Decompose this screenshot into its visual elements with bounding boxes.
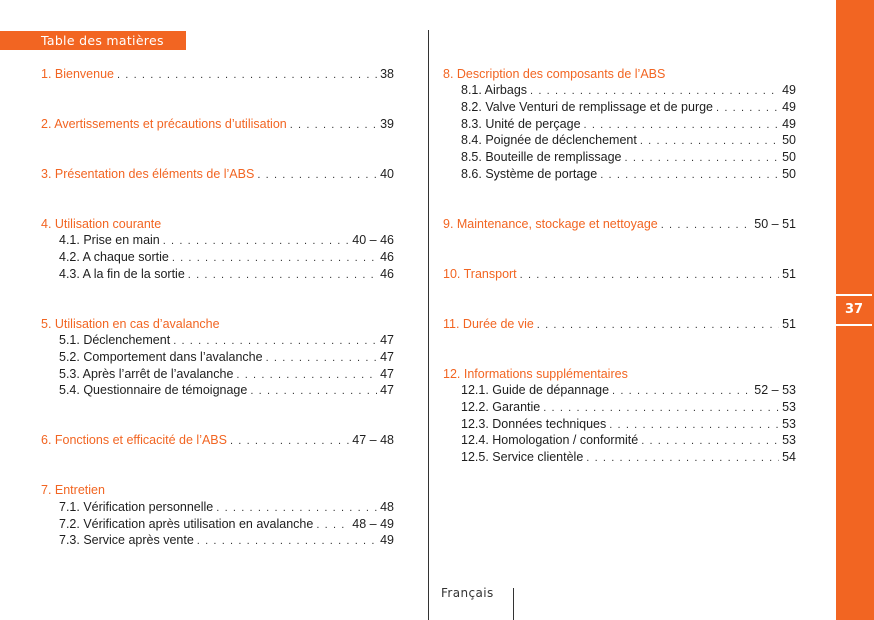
toc-entry[interactable]: 8.5. Bouteille de remplissage . . . 50 [461,149,796,166]
toc-entry[interactable]: 8.3. Unité de perçage . . . 49 [461,116,796,133]
toc-heading[interactable]: 4. Utilisation courante [41,217,162,231]
toc-heading[interactable]: 5. Utilisation en cas d’avalanche [41,317,220,331]
toc-entry[interactable]: 5.4. Questionnaire de témoignage . . . 47 [59,382,394,399]
toc-entry[interactable]: 8.6. Système de portage . . . 50 [461,166,796,183]
toc-heading[interactable]: 7. Entretien [41,483,105,497]
toc-entry[interactable]: 4.1. Prise en main . . . 40 – 46 [59,232,394,249]
toc-entry[interactable]: 1. Bienvenue . . . 38 [41,66,394,83]
toc-entry[interactable]: 9. Maintenance, stockage et nettoyage . . . 50 – 51 [443,216,796,233]
language-label: Français [441,586,494,600]
toc-entry[interactable]: 11. Durée de vie . . . 51 [443,316,796,333]
toc-entry[interactable]: 5.2. Comportement dans l’avalanche . . . 47 [59,349,394,366]
toc-entry[interactable]: 10. Transport . . . 51 [443,266,796,283]
footer-divider [513,588,514,620]
toc-entry[interactable]: 12.2. Garantie . . . 53 [461,399,796,416]
toc-entry[interactable]: 5.3. Après l’arrêt de l’avalanche . . . 47 [59,366,394,383]
column-divider [428,30,429,620]
toc-heading[interactable]: 8. Description des composants de l’ABS [443,67,666,81]
toc-entry[interactable]: 7.2. Vérification après utilisation en avalanche . . . 48 – 49 [59,516,394,533]
toc-entry[interactable]: 12.5. Service clientèle . . . 54 [461,449,796,466]
section-title: Table des matières [0,31,186,50]
toc-entry[interactable]: 3. Présentation des éléments de l’ABS . . . 40 [41,166,394,183]
toc-entry[interactable]: 4.3. A la fin de la sortie . . . 46 [59,266,394,283]
toc-entry[interactable]: 12.4. Homologation / conformité . . . 53 [461,432,796,449]
toc-entry[interactable]: 2. Avertissements et précautions d’utilisation . . . 39 [41,116,394,133]
toc-entry[interactable]: 6. Fonctions et efficacité de l’ABS . . . 47 – 48 [41,432,394,449]
page-number: 37 [836,294,872,326]
toc-entry[interactable]: 8.1. Airbags . . . 49 [461,82,796,99]
toc-entry[interactable]: 7.1. Vérification personnelle . . . 48 [59,499,394,516]
toc-heading[interactable]: 12. Informations supplémentaires [443,367,628,381]
toc-entry[interactable]: 5.1. Déclenchement . . . 47 [59,332,394,349]
toc-entry[interactable]: 4.2. A chaque sortie . . . 46 [59,249,394,266]
toc-entry[interactable]: 12.1. Guide de dépannage . . . 52 – 53 [461,382,796,399]
toc-entry[interactable]: 12.3. Données techniques . . . 53 [461,416,796,433]
toc-entry[interactable]: 8.4. Poignée de déclenchement . . . 50 [461,132,796,149]
toc-entry[interactable]: 7.3. Service après vente . . . 49 [59,532,394,549]
toc-entry[interactable]: 8.2. Valve Venturi de remplissage et de purge . . . 49 [461,99,796,116]
